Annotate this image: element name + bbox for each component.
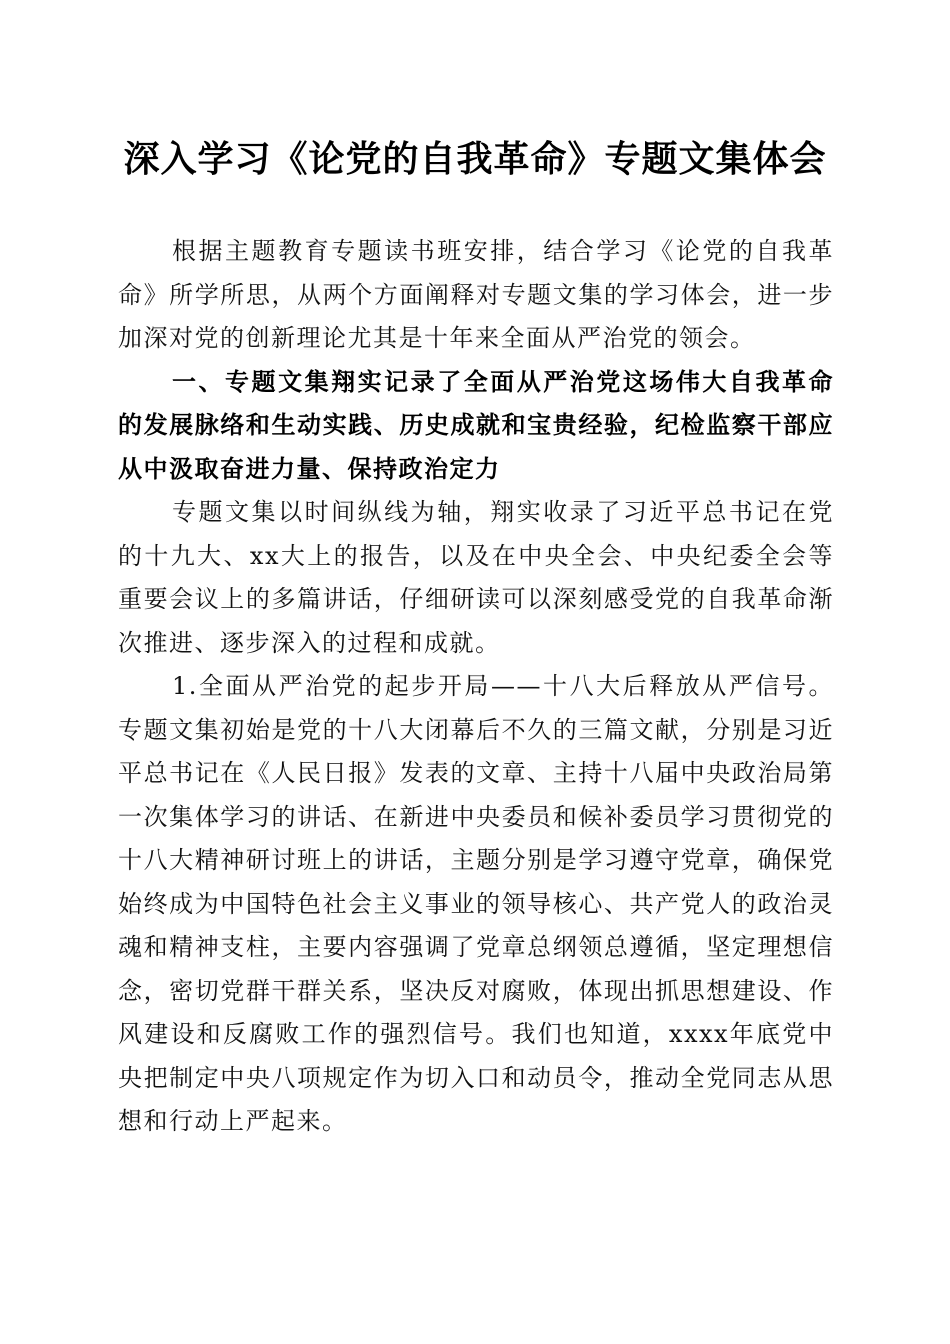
section-heading: 一、专题文集翔实记录了全面从严治党这场伟大自我革命的发展脉络和生动实践、历史成就和宝贵经验，纪检监察干部应从中汲取奋进力量、保持政治定力 <box>118 367 834 483</box>
body-paragraph: 1.全面从严治党的起步开局——十八大后释放从严信号。专题文集初始是党的十八大闭幕后不久的三篇文献，分别是习近平总书记在《人民日报》发表的文章、主持十八届中央政治局第一次集体学习的讲话、在新进中央委员和候补委员学习贯彻党的十八大精神研讨班上的讲话，主题分别是学习遵守党章，确保党始终成为中国特色社会主义事业的领导核心、共产党人的政治灵魂和精神支柱，主要内容强调了党章总纲领总遵循，坚定理想信念，密切党群干群关系，坚决反对腐败，体现出抓思想建设、作风建设和反腐败工作的强烈信号。我们也知道，xxxx年底党中央把制定中央八项规定作为切入口和动员令，推动全党同志从思想和行动上严起来。 <box>118 672 834 1135</box>
intro-paragraph: 根据主题教育专题读书班安排，结合学习《论党的自我革命》所学所思，从两个方面阐释对专题文集的学习体会，进一步加深对党的创新理论尤其是十年来全面从严治党的领会。 <box>118 237 834 352</box>
document-body <box>118 230 834 1144</box>
document-title: 深入学习《论党的自我革命》专题文集体会 <box>123 138 827 180</box>
body-paragraph: 专题文集以时间纵线为轴，翔实收录了习近平总书记在党的十九大、xx大上的报告，以及在中央全会、中央纪委全会等重要会议上的多篇讲话，仔细研读可以深刻感受党的自我革命渐次推进、逐步深入的过程和成就。 <box>118 498 834 657</box>
